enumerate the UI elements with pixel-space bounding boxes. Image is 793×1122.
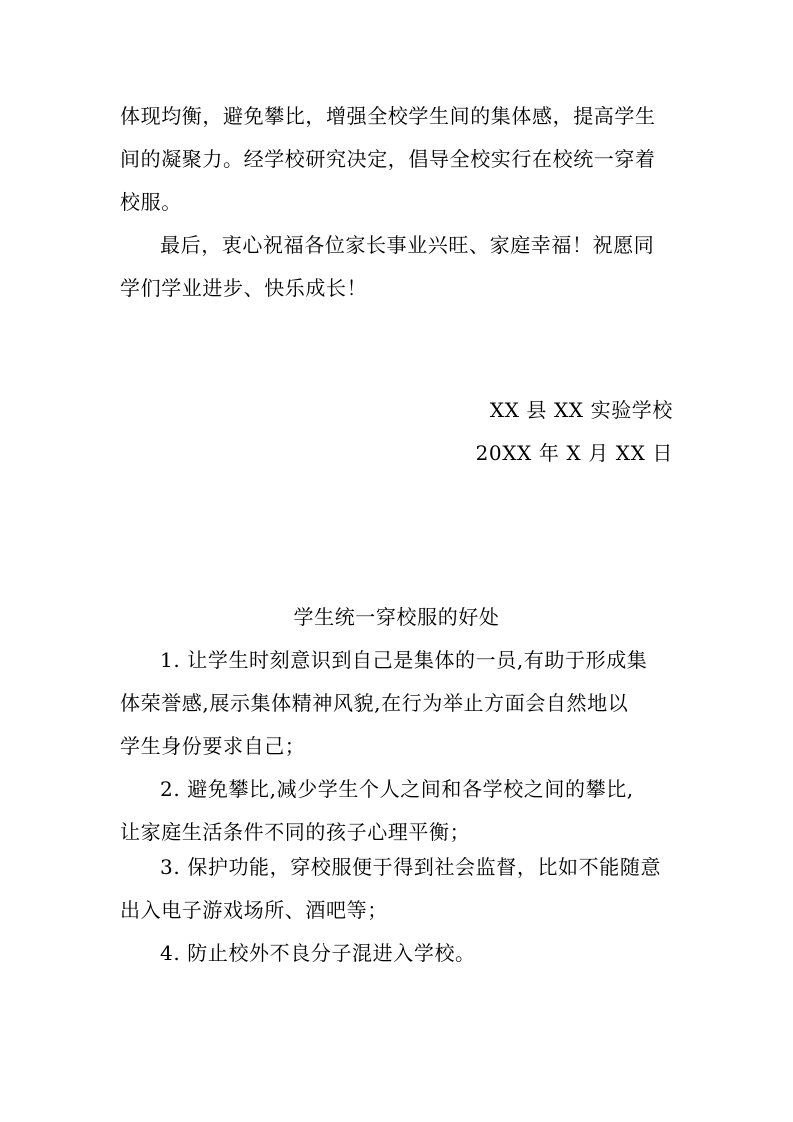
letter-paragraph-2-line-1: 最后，衷心祝福各位家长事业兴旺、家庭幸福！祝愿同 xyxy=(160,233,655,257)
benefit-item-1-line-3: 学生身份要求自己； xyxy=(120,734,306,758)
benefits-title: 学生统一穿校服的好处 xyxy=(293,605,500,629)
benefit-item-3-line-1: 3. 保护功能，穿校服便于得到社会监督，比如不能随意 xyxy=(160,855,662,879)
letter-paragraph-1-line-2: 间的凝聚力。经学校研究决定，倡导全校实行在校统一穿着 xyxy=(120,147,656,171)
benefit-item-1-line-2: 体荣誉感,展示集体精神风貌,在行为举止方面会自然地以 xyxy=(120,691,629,715)
benefit-item-2-line-2: 让家庭生活条件不同的孩子心理平衡； xyxy=(120,820,471,844)
benefit-item-2-line-1: 2. 避免攀比,减少学生个人之间和各学校之间的攀比, xyxy=(160,777,634,801)
benefit-item-1-line-1: 1. 让学生时刻意识到自己是集体的一员,有助于形成集 xyxy=(160,648,648,672)
signature-date: 20XX 年 X 月 XX 日 xyxy=(475,441,673,465)
letter-paragraph-1-line-1: 体现均衡，避免攀比，增强全校学生间的集体感，提高学生 xyxy=(120,104,656,128)
letter-paragraph-1-line-3: 校服。 xyxy=(120,190,182,214)
benefit-item-3-line-2: 出入电子游戏场所、酒吧等； xyxy=(120,898,388,922)
signature-school: XX 县 XX 实验学校 xyxy=(489,398,673,422)
letter-paragraph-2-line-2: 学们学业进步、快乐成长！ xyxy=(120,276,368,300)
benefit-item-4-line-1: 4. 防止校外不良分子混进入学校。 xyxy=(160,941,476,965)
